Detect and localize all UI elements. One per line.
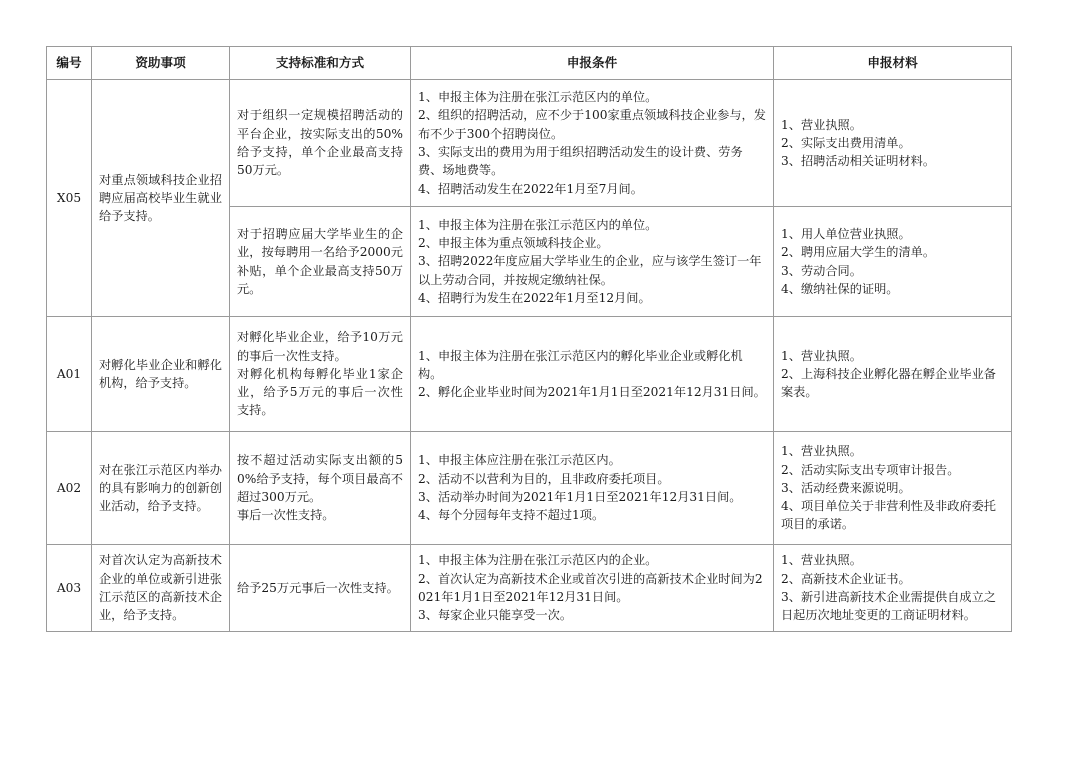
row-conditions: 1、申报主体应注册在张江示范区内。 2、活动不以营利为目的，且非政府委托项目。 3、活动举办时间为2021年1月1日至2021年12月31日间。 4、每个分园每年支持不超过1项。 — [411, 432, 774, 545]
row-id: A02 — [47, 432, 92, 545]
row-standard: 按不超过活动实际支出额的50%给予支持，每个项目最高不超过300万元。 事后一次性支持。 — [230, 432, 411, 545]
row-standard: 给予25万元事后一次性支持。 — [230, 545, 411, 632]
table-row — [47, 432, 1012, 545]
row-standard: 对孵化毕业企业，给予10万元的事后一次性支持。 对孵化机构每孵化毕业1家企业，给予5万元的事后一次性支持。 — [230, 317, 411, 432]
row-materials: 1、营业执照。 2、实际支出费用清单。 3、招聘活动相关证明材料。 — [774, 80, 1012, 207]
row-id: X05 — [47, 80, 92, 317]
row-materials: 1、营业执照。 2、活动实际支出专项审计报告。 3、活动经费来源说明。 4、项目单位关于非营利性及非政府委托项目的承诺。 — [774, 432, 1012, 545]
row-conditions: 1、申报主体为注册在张江示范区内的单位。 2、组织的招聘活动，应不少于100家重点领域科技企业参与，发布不少于300个招聘岗位。 3、实际支出的费用为用于组织招聘活动发生的设计费、劳务费、场地费等。 4、招聘活动发生在2022年1月至7月间。 — [411, 80, 774, 207]
row-item: 对孵化毕业企业和孵化机构，给予支持。 — [92, 317, 230, 432]
row-materials: 1、营业执照。 2、高新技术企业证书。 3、新引进高新技术企业需提供自成立之日起历次地址变更的工商证明材料。 — [774, 545, 1012, 632]
row-item: 对重点领域科技企业招聘应届高校毕业生就业给予支持。 — [92, 80, 230, 317]
row-id: A01 — [47, 317, 92, 432]
table-header-row — [47, 47, 1012, 80]
table-row — [47, 545, 1012, 632]
table-row — [47, 317, 1012, 432]
row-item: 对在张江示范区内举办的具有影响力的创新创业活动，给予支持。 — [92, 432, 230, 545]
table-row — [47, 80, 1012, 207]
row-id: A03 — [47, 545, 92, 632]
row-materials: 1、营业执照。 2、上海科技企业孵化器在孵企业毕业备案表。 — [774, 317, 1012, 432]
row-standard: 对于招聘应届大学毕业生的企业，按每聘用一名给予2000元补贴，单个企业最高支持50万元。 — [230, 207, 411, 317]
header-funding-item: 资助事项 — [92, 47, 230, 80]
row-materials: 1、用人单位营业执照。 2、聘用应届大学生的清单。 3、劳动合同。 4、缴纳社保的证明。 — [774, 207, 1012, 317]
header-materials: 申报材料 — [774, 47, 1012, 80]
row-conditions: 1、申报主体为注册在张江示范区内的企业。 2、首次认定为高新技术企业或首次引进的高新技术企业时间为2021年1月1日至2021年12月31日间。 3、每家企业只能享受一次。 — [411, 545, 774, 632]
header-id: 编号 — [47, 47, 92, 80]
header-support-standard: 支持标准和方式 — [230, 47, 411, 80]
row-conditions: 1、申报主体为注册在张江示范区内的单位。 2、申报主体为重点领域科技企业。 3、招聘2022年度应届大学毕业生的企业，应与该学生签订一年以上劳动合同，并按规定缴纳社保。 4、招聘行为发生在2022年1月至12月间。 — [411, 207, 774, 317]
funding-policy-table — [46, 46, 1012, 632]
row-standard: 对于组织一定规模招聘活动的平台企业，按实际支出的50%给予支持，单个企业最高支持50万元。 — [230, 80, 411, 207]
row-item: 对首次认定为高新技术企业的单位或新引进张江示范区的高新技术企业，给予支持。 — [92, 545, 230, 632]
header-conditions: 申报条件 — [411, 47, 774, 80]
row-conditions: 1、申报主体为注册在张江示范区内的孵化毕业企业或孵化机构。 2、孵化企业毕业时间为2021年1月1日至2021年12月31日间。 — [411, 317, 774, 432]
